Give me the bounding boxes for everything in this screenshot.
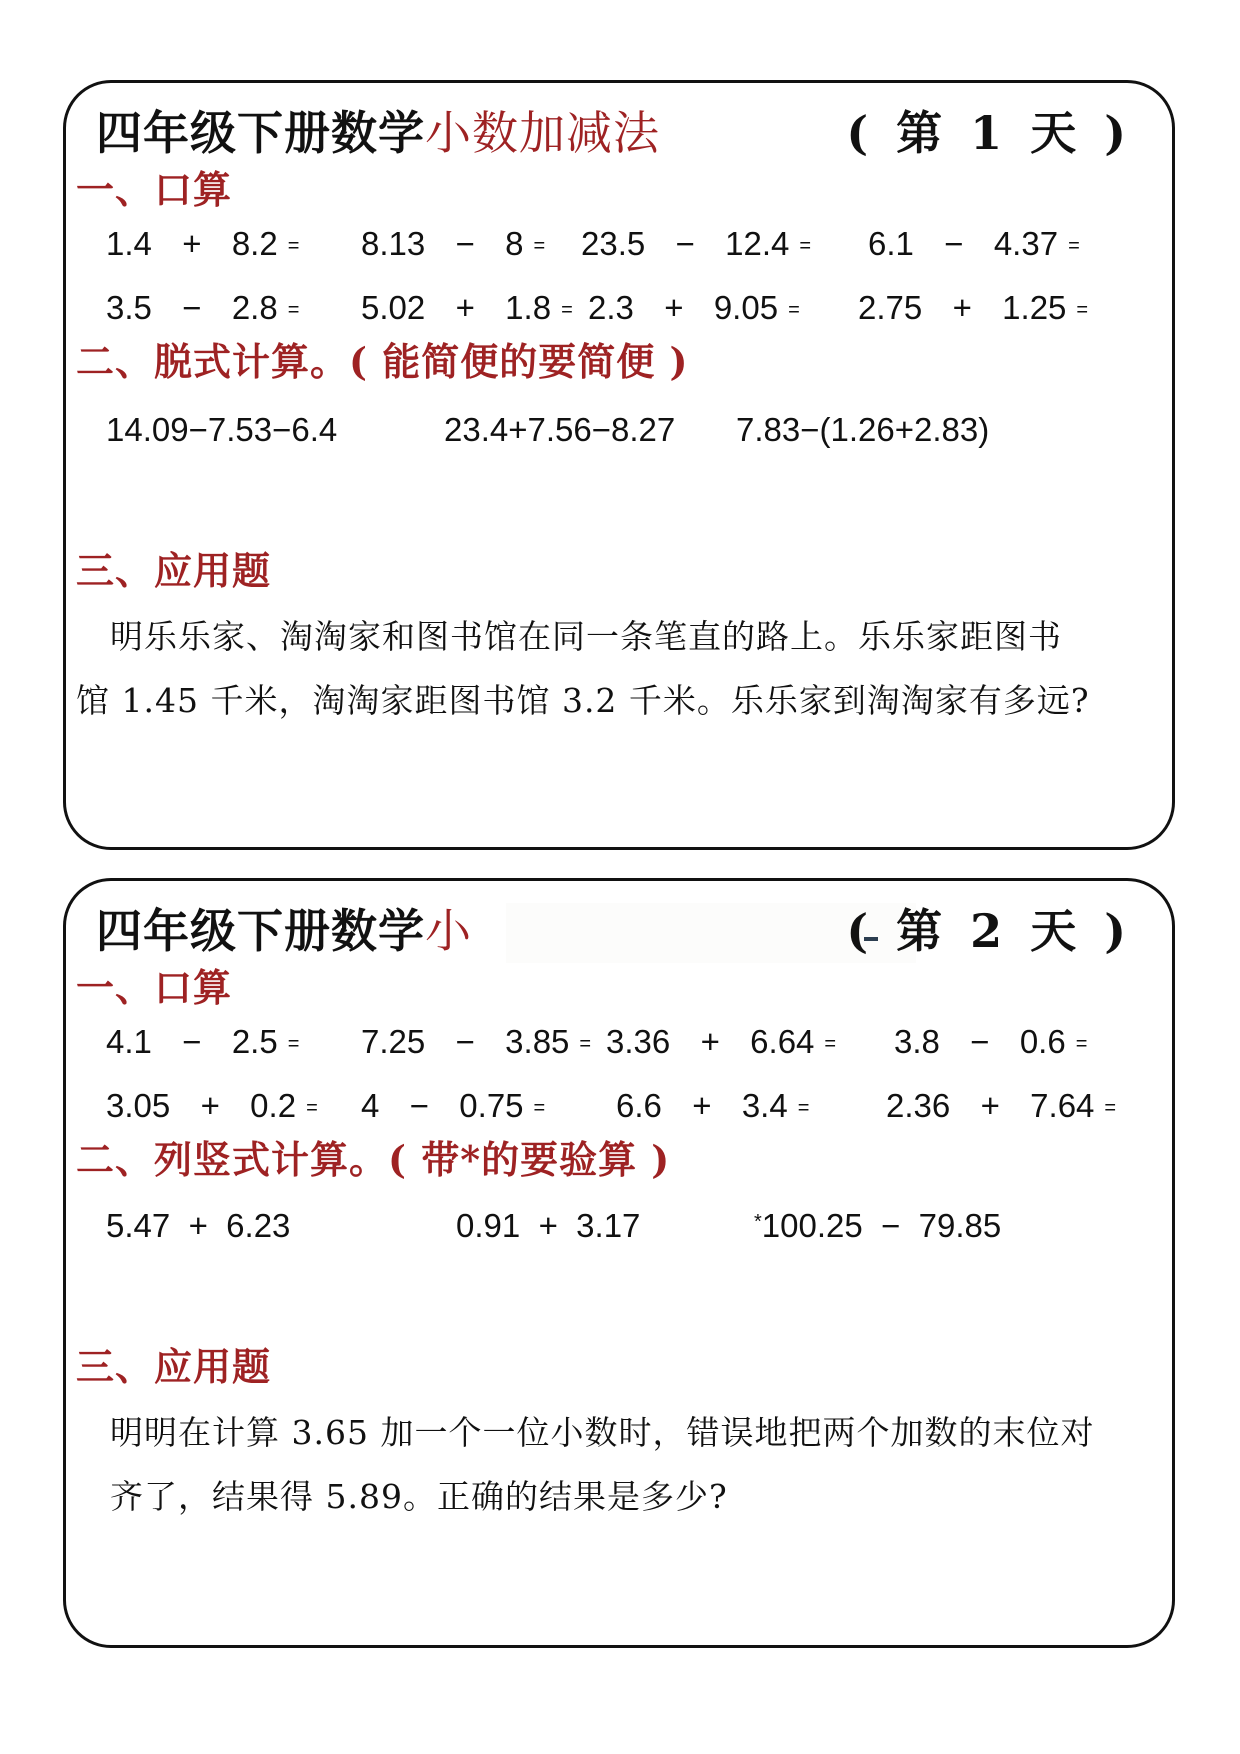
oral-item: 2.36 + 7.64 = bbox=[886, 1087, 1117, 1124]
day-label: ( 第 2 天 ) bbox=[846, 904, 1132, 958]
calc-item: 23.4+7.56−8.27 bbox=[444, 411, 676, 448]
oral-item: 2.3 + 9.05 = bbox=[588, 289, 800, 326]
oral-calculation-grid bbox=[106, 219, 1152, 347]
oral-item: 3.05 + 0.2 = bbox=[106, 1087, 318, 1124]
section-word-problem-heading: 三、应用题 bbox=[76, 1344, 272, 1389]
calc-item-starred: *100.25 − 79.85 bbox=[754, 1207, 1002, 1244]
word-problem-line: 馆 1.45 千米，淘淘家距图书馆 3.2 千米。乐乐家到淘淘家有多远? bbox=[76, 681, 1090, 720]
oral-item: 6.6 + 3.4 = bbox=[616, 1087, 810, 1124]
calc-item: 14.09−7.53−6.4 bbox=[106, 411, 338, 448]
title-grade-subject: 四年级下册数学 bbox=[96, 106, 425, 160]
word-problem-text bbox=[76, 1401, 1156, 1529]
worksheet-title bbox=[96, 899, 1142, 963]
word-problem-line: 明乐乐家、淘淘家和图书馆在同一条笔直的路上。乐乐家距图书 bbox=[110, 617, 1062, 656]
title-text bbox=[96, 899, 472, 963]
oral-calculation-grid bbox=[106, 1017, 1152, 1145]
day-label: ( 第 1 天 ) bbox=[846, 106, 1132, 160]
verify-star-mark: * bbox=[754, 1211, 762, 1233]
title-topic: 小 bbox=[425, 904, 472, 958]
oral-item: 4 − 0.75 = bbox=[361, 1087, 546, 1124]
title-grade-subject: 四年级下册数学 bbox=[96, 904, 425, 958]
word-problem-line: 明明在计算 3.65 加一个一位小数时，错误地把两个加数的末位对 bbox=[110, 1413, 1095, 1452]
oral-item: 7.25 − 3.85 = bbox=[361, 1023, 592, 1060]
worksheet-day-2 bbox=[63, 878, 1175, 1648]
section-word-problem-heading: 三、应用题 bbox=[76, 548, 272, 593]
calc-item: 7.83−(1.26+2.83) bbox=[736, 411, 990, 448]
oral-item: 2.75 + 1.25 = bbox=[858, 289, 1089, 326]
oral-item: 3.5 − 2.8 = bbox=[106, 289, 300, 326]
worksheet-day-1 bbox=[63, 80, 1175, 850]
word-problem-text bbox=[76, 605, 1156, 733]
section-calc-heading: 二、脱式计算。( 能简便的要简便 ) bbox=[76, 339, 689, 384]
worksheet-title bbox=[96, 101, 1142, 165]
oral-item: 1.4 + 8.2 = bbox=[106, 225, 300, 262]
calc-item: 0.91 + 3.17 bbox=[456, 1207, 641, 1244]
section-calc-heading: 二、列竖式计算。( 带*的要验算 ) bbox=[76, 1137, 671, 1182]
oral-item: 5.02 + 1.8 = bbox=[361, 289, 573, 326]
oral-item: 23.5 − 12.4 = bbox=[581, 225, 812, 262]
title-text bbox=[96, 101, 660, 165]
section-oral-heading: 一、口算 bbox=[76, 167, 233, 212]
section-oral-heading: 一、口算 bbox=[76, 965, 233, 1010]
oral-item: 8.13 − 8 = bbox=[361, 225, 546, 262]
calc-item: 5.47 + 6.23 bbox=[106, 1207, 291, 1244]
oral-item: 3.8 − 0.6 = bbox=[894, 1023, 1088, 1060]
oral-item: 3.36 + 6.64 = bbox=[606, 1023, 837, 1060]
word-problem-line: 齐了，结果得 5.89。正确的结果是多少? bbox=[110, 1477, 728, 1516]
oral-row bbox=[106, 219, 1152, 283]
oral-item: 6.1 − 4.37 = bbox=[868, 225, 1080, 262]
title-topic: 小数加减法 bbox=[425, 106, 660, 160]
oral-row bbox=[106, 1017, 1152, 1081]
oral-item: 4.1 − 2.5 = bbox=[106, 1023, 300, 1060]
